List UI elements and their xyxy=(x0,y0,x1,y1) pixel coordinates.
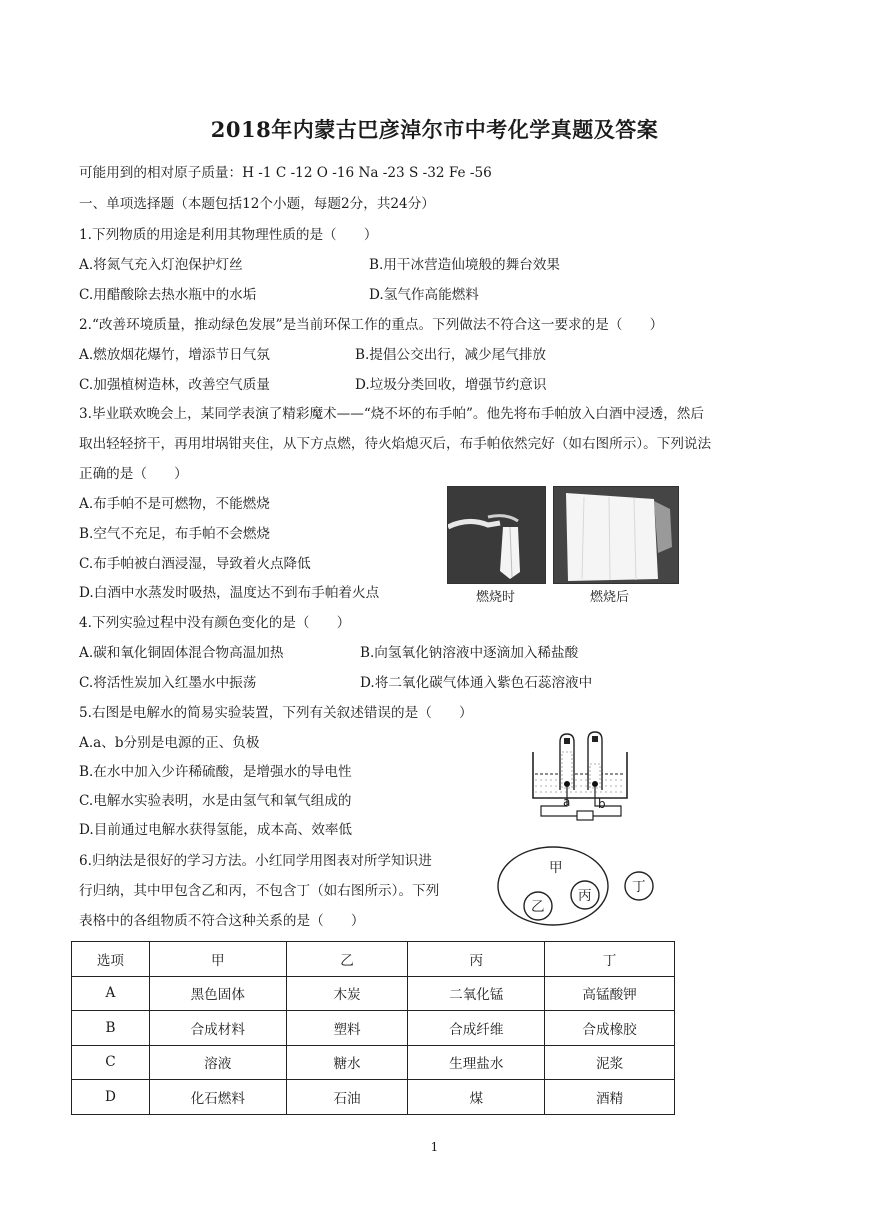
q6-stem-line3: 表格中的各组物质不符合这种关系的是（ ） xyxy=(79,913,365,929)
table-cell: 溶液 xyxy=(149,1045,286,1080)
table-cell: 合成橡胶 xyxy=(545,1011,675,1046)
q2-option-d: D.垃圾分类回收，增强节约意识 xyxy=(355,377,547,393)
after-burning-caption: 燃烧后 xyxy=(590,590,630,605)
table-cell: 黑色固体 xyxy=(149,976,286,1011)
q5-option-d: D.目前通过电解水获得氢能，成本高、效率低 xyxy=(79,822,353,838)
table-cell: 高锰酸钾 xyxy=(545,976,675,1011)
q3-stem-line2: 取出轻轻挤干，再用坩埚钳夹住，从下方点燃，待火焰熄灭后，布手帕依然完好（如右图所示）。下列说法 xyxy=(79,436,712,452)
page-number: 1 xyxy=(430,1140,439,1154)
q5-option-b: B.在水中加入少许稀硫酸，是增强水的导电性 xyxy=(79,764,352,780)
q3-option-a: A.布手帕不是可燃物，不能燃烧 xyxy=(79,496,270,512)
table-cell: B xyxy=(72,1011,150,1046)
table-cell: 二氧化锰 xyxy=(408,976,545,1011)
q5-option-c: C.电解水实验表明，水是由氢气和氧气组成的 xyxy=(79,793,352,809)
q1-stem: 1.下列物质的用途是利用其物理性质的是（ ） xyxy=(79,227,378,243)
q4-option-b: B.向氢氧化钠溶液中逐滴加入稀盐酸 xyxy=(360,645,579,661)
q1-option-c: C.用醋酸除去热水瓶中的水垢 xyxy=(79,287,257,303)
table-row xyxy=(72,1080,675,1115)
table-cell: 塑料 xyxy=(286,1011,408,1046)
table-cell: 糖水 xyxy=(286,1045,408,1080)
q5-option-a: A.a、b分别是电源的正、负极 xyxy=(79,735,260,751)
q3-option-c: C.布手帕被白酒浸湿，导致着火点降低 xyxy=(79,556,311,572)
q4-stem: 4.下列实验过程中没有颜色变化的是（ ） xyxy=(79,615,351,631)
electrolysis-apparatus xyxy=(525,730,635,822)
table-row xyxy=(72,1011,675,1046)
q2-option-a: A.燃放烟花爆竹，增添节日气氛 xyxy=(79,347,270,363)
table-header-cell: 丙 xyxy=(408,942,545,977)
q4-option-d: D.将二氧化碳气体通入紫色石蕊溶液中 xyxy=(360,675,593,691)
q1-option-d: D.氢气作高能燃料 xyxy=(369,287,479,303)
table-cell: D xyxy=(72,1080,150,1115)
atomic-masses: 可能用到的相对原子质量：H -1 C -12 O -16 Na -23 S -32 Fe -56 xyxy=(79,165,492,181)
burning-caption: 燃烧时 xyxy=(476,590,516,605)
q4-option-c: C.将活性炭加入红墨水中振荡 xyxy=(79,675,257,691)
table-cell: 木炭 xyxy=(286,976,408,1011)
q3-stem-line1: 3.毕业联欢晚会上，某同学表演了精彩魔术——“烧不坏的布手帕”。他先将布手帕放入白酒中浸透，然后 xyxy=(79,406,704,422)
q2-option-b: B.提倡公交出行，减少尾气排放 xyxy=(355,347,547,363)
q3-option-b: B.空气不充足，布手帕不会燃烧 xyxy=(79,526,271,542)
table-cell: 合成材料 xyxy=(149,1011,286,1046)
table-header-cell: 乙 xyxy=(286,942,408,977)
table-cell: 石油 xyxy=(286,1080,408,1115)
table-cell: 酒精 xyxy=(545,1080,675,1115)
table-cell: 合成纤维 xyxy=(408,1011,545,1046)
venn-label-bing: 丙 xyxy=(578,888,592,904)
after-burning-photo xyxy=(553,486,679,584)
table-header-row xyxy=(72,942,675,977)
section-heading: 一、单项选择题（本题包括12个小题，每题2分，共24分） xyxy=(79,196,435,212)
table-header-cell: 丁 xyxy=(545,942,675,977)
electrode-label-b: b xyxy=(598,797,606,811)
venn-label-jia: 甲 xyxy=(549,860,563,876)
q3-stem-line3: 正确的是（ ） xyxy=(79,466,188,482)
q6-stem-line2: 行归纳，其中甲包含乙和丙，不包含丁（如右图所示）。下列 xyxy=(79,883,440,899)
q1-option-b: B.用干冰营造仙境般的舞台效果 xyxy=(369,257,561,273)
electrode-label-a: a xyxy=(563,795,571,809)
q1-option-a: A.将氮气充入灯泡保护灯丝 xyxy=(79,257,243,273)
options-table xyxy=(71,941,675,1115)
page-title: 2018年内蒙古巴彦淖尔市中考化学真题及答案 xyxy=(210,117,659,142)
table-cell: A xyxy=(72,976,150,1011)
venn-label-ding: 丁 xyxy=(632,879,646,895)
table-header-cell: 选项 xyxy=(72,942,150,977)
q6-stem-line1: 6.归纳法是很好的学习方法。小红同学用图表对所学知识进 xyxy=(79,853,432,869)
table-cell: 化石燃料 xyxy=(149,1080,286,1115)
q4-option-a: A.碳和氧化铜固体混合物高温加热 xyxy=(79,645,284,661)
table-header-cell: 甲 xyxy=(149,942,286,977)
q2-stem: 2.“改善环境质量，推动绿色发展”是当前环保工作的重点。下列做法不符合这一要求的是（ ） xyxy=(79,317,664,333)
table-cell: C xyxy=(72,1045,150,1080)
q5-stem: 5.右图是电解水的简易实验装置，下列有关叙述错误的是（ ） xyxy=(79,705,473,721)
table-cell: 泥浆 xyxy=(545,1045,675,1080)
table-row xyxy=(72,976,675,1011)
q2-option-c: C.加强植树造林，改善空气质量 xyxy=(79,377,270,393)
table-cell: 煤 xyxy=(408,1080,545,1115)
burning-handkerchief-photo xyxy=(447,486,546,584)
q3-option-d: D.白酒中水蒸发时吸热，温度达不到布手帕着火点 xyxy=(79,585,380,601)
table-cell: 生理盐水 xyxy=(408,1045,545,1080)
table-row xyxy=(72,1045,675,1080)
venn-label-yi: 乙 xyxy=(531,899,545,915)
